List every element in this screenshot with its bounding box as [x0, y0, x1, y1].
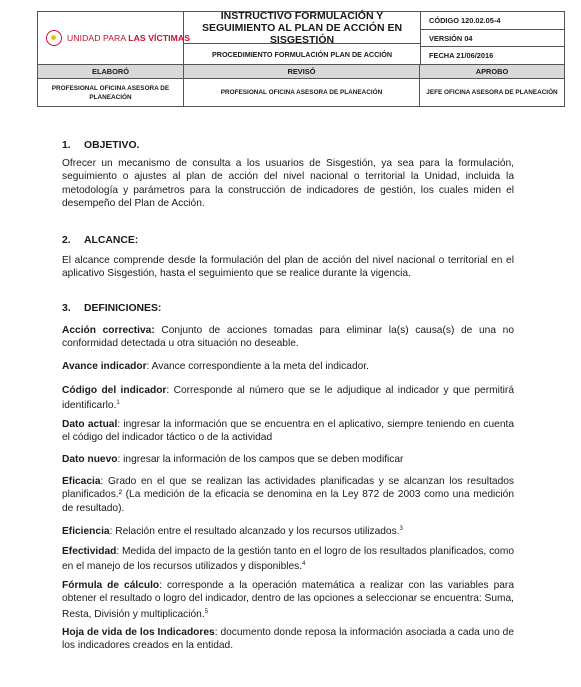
definition-item: Efectividad: Medida del impacto de la gestión tanto en el logro de los resultados planificados, como en el manejo de los recursos utilizados y disponibles.$^4$ [62, 546, 514, 573]
label-aprobo: APROBO [475, 67, 509, 76]
document-version: VERSIÓN 04 [421, 30, 564, 48]
definition-item: Hoja de vida de los Indicadores: documento donde reposa la información asociada a cada uno de los indicadores creados en la entidad. [62, 627, 514, 652]
definition-item: Eficacia: Grado en el que se realizan las actividades planificadas y se alcanzan los resultados planificados.² (La medición de la eficacia se denomina en la Ley 872 de 2003 como una medición de resultado). [62, 476, 514, 514]
section-heading-definiciones: 3. DEFINICIONES: [62, 303, 162, 314]
document-code: CÓDIGO 120.02.05-4 [421, 12, 564, 30]
logo [38, 12, 191, 64]
logo-text: UNIDAD PARA LAS VÍCTIMAS [67, 33, 191, 43]
label-elaboro: ELABORÓ [38, 65, 184, 78]
definition-item: Acción correctiva: Conjunto de acciones tomadas para eliminar la(s) causa(s) de una no conformidad detectada u otra situación no deseable. [62, 325, 514, 350]
section-heading-objetivo: 1. OBJETIVO. [62, 140, 140, 151]
definition-item: Fórmula de cálculo: corresponde a la operación matemática a realizar con las variables para obtener el resultado o logro del indicador, dentro de las opciones a seleccionar se encuentra: Suma, Resta, División y multiplicación.$^5$ [62, 580, 514, 620]
definition-item: Eficiencia: Relación entre el resultado alcanzado y los recursos utilizados.$^3$ [62, 526, 403, 537]
document-header-table [37, 11, 565, 107]
value-aprobo: JEFE OFICINA ASESORA DE PLANEACIÓN [426, 89, 558, 96]
section-heading-alcance: 2. ALCANCE: [62, 235, 139, 246]
paragraph-objetivo: Ofrecer un mecanismo de consulta a los usuarios de Sisgestión, ya sea para la formulación, seguimiento o ajustes al plan de acción del nivel nacional o territorial la Unidad, incluida la metodología y parámetros para la construcción de indicadores de gestión, los cuales miden el desempeño del Plan de Acción. [62, 158, 514, 210]
value-reviso: PROFESIONAL OFICINA ASESORA DE PLANEACIÓN [184, 79, 420, 106]
value-elaboro: PROFESIONAL OFICINA ASESORA DE PLANEACIÓN [38, 79, 184, 106]
procedure-name: PROCEDIMIENTO FORMULACIÓN PLAN DE ACCIÓN [211, 49, 393, 59]
document-title: INSTRUCTIVO FORMULACIÓN Y SEGUIMIENTO AL PLAN DE ACCIÓN EN SISGESTIÓN [184, 12, 420, 44]
label-reviso: REVISÓ [184, 65, 420, 78]
definition-item: Dato actual: ingresar la información que se encuentra en el aplicativo, siempre teniendo en cuenta el código del indicador táctico o de la actividad [62, 419, 515, 444]
document-date: FECHA 21/06/2016 [429, 51, 494, 61]
definition-item: Avance indicador: Avance correspondiente a la meta del indicador. [62, 361, 369, 372]
definition-item: Código del indicador: Corresponde al número que se le adjudique al indicador y que permitirá identificarlo.$^1$ [62, 385, 514, 412]
coat-of-arms-icon [46, 30, 62, 46]
paragraph-alcance: El alcance comprende desde la formulación del plan de acción del nivel nacional o territorial en el aplicativo Sisgestión, hasta el seguimiento que se realice durante la vigencia. [62, 255, 514, 280]
definition-item: Dato nuevo: ingresar la información de los campos que se deben modificar [62, 454, 404, 465]
